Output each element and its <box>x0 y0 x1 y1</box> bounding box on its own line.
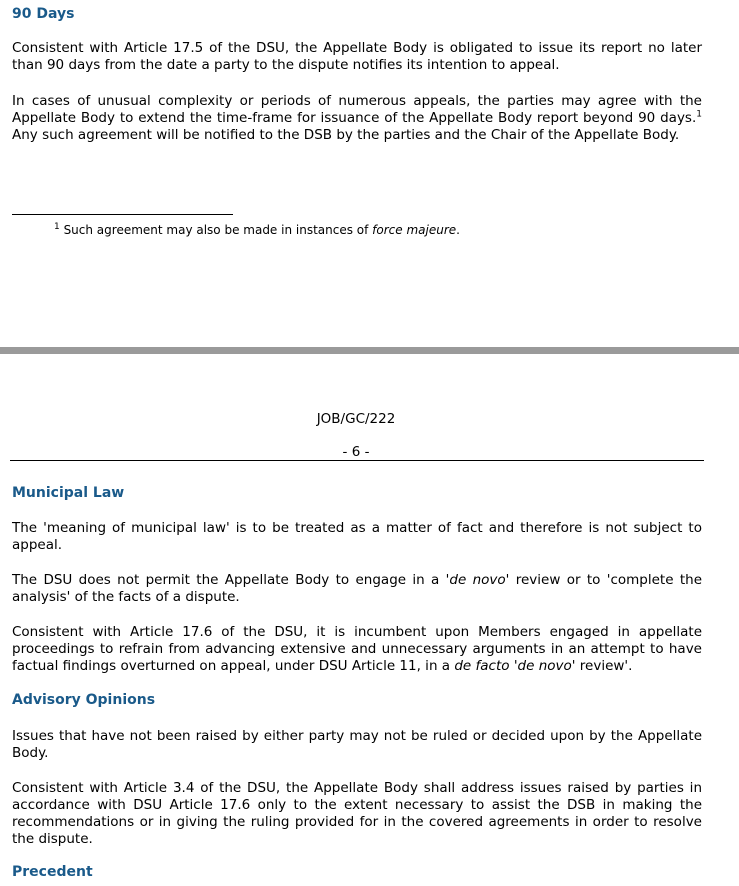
paragraph-text-tail: Any such agreement will be notified to the DSB by the parties and the Chair of the Appellate Body. <box>12 127 680 143</box>
paragraph-article-17-6 <box>12 624 702 675</box>
footnote-mark: 1 <box>54 222 60 232</box>
footnote-text: Such agreement may also be made in instances of <box>63 223 373 237</box>
footnote-separator <box>12 214 233 215</box>
paragraph-text: In cases of unusual complexity or periods of numerous appeals, the parties may agree with the Appellate Body to extend the time-frame for issuance of the Appellate Body report beyond 90 days. <box>12 93 702 126</box>
paragraph-de-novo-review <box>12 572 702 606</box>
paragraph-municipal-law-fact: The 'meaning of municipal law' is to be treated as a matter of fact and therefore is not subject to appeal. <box>12 520 702 553</box>
page-break-separator <box>0 347 739 354</box>
paragraph-text-tail: review or to 'complete the analysis' of the facts of a dispute. <box>12 572 702 605</box>
paragraph-article-3-4: Consistent with Article 3.4 of the DSU, the Appellate Body shall address issues raised by parties in accordance with DSU Article 17.6 only to the extent necessary to assist the DSB in making the recommendations or in giving the ruling provided for in the covered agreements in order to resolve the dispute. <box>12 780 702 847</box>
paragraph-90-days-obligation: Consistent with Article 17.5 of the DSU, the Appellate Body is obligated to issue its report no later than 90 days from the date a party to the dispute notifies its intention to appeal. <box>12 40 702 73</box>
header-rule <box>10 460 704 461</box>
paragraph-issues-not-raised: Issues that have not been raised by either party may not be ruled or decided upon by the Appellate Body. <box>12 728 702 761</box>
footnote <box>54 223 460 238</box>
paragraph-text: Consistent with Article 17.6 of the DSU, it is incumbent upon Members engaged in appellate proceedings to refrain from advancing extensive and unnecessary arguments in an attempt to have factual findings overturned on appeal, under DSU Article 11, in a <box>12 624 702 674</box>
footnote-reference[interactable]: 1 <box>696 109 702 120</box>
paragraph-text-tail: review'. <box>575 658 633 674</box>
section-heading-precedent: Precedent <box>12 864 93 880</box>
paragraph-text: The DSU does not permit the Appellate Body to engage in a <box>12 572 446 588</box>
document-symbol: JOB/GC/222 <box>316 411 396 427</box>
paragraph-italic-text: 'de novo' <box>445 572 510 588</box>
footnote-end: . <box>456 223 460 237</box>
page-number: - 6 - <box>342 444 370 460</box>
section-heading-advisory-opinions: Advisory Opinions <box>12 692 156 708</box>
paragraph-extension-agreement <box>12 93 702 144</box>
paragraph-italic-text: de facto 'de novo' <box>454 658 576 674</box>
footnote-italic-text: force majeure <box>372 223 457 237</box>
section-heading-municipal-law: Municipal Law <box>12 485 125 501</box>
section-heading-90-days: 90 Days <box>12 6 75 22</box>
